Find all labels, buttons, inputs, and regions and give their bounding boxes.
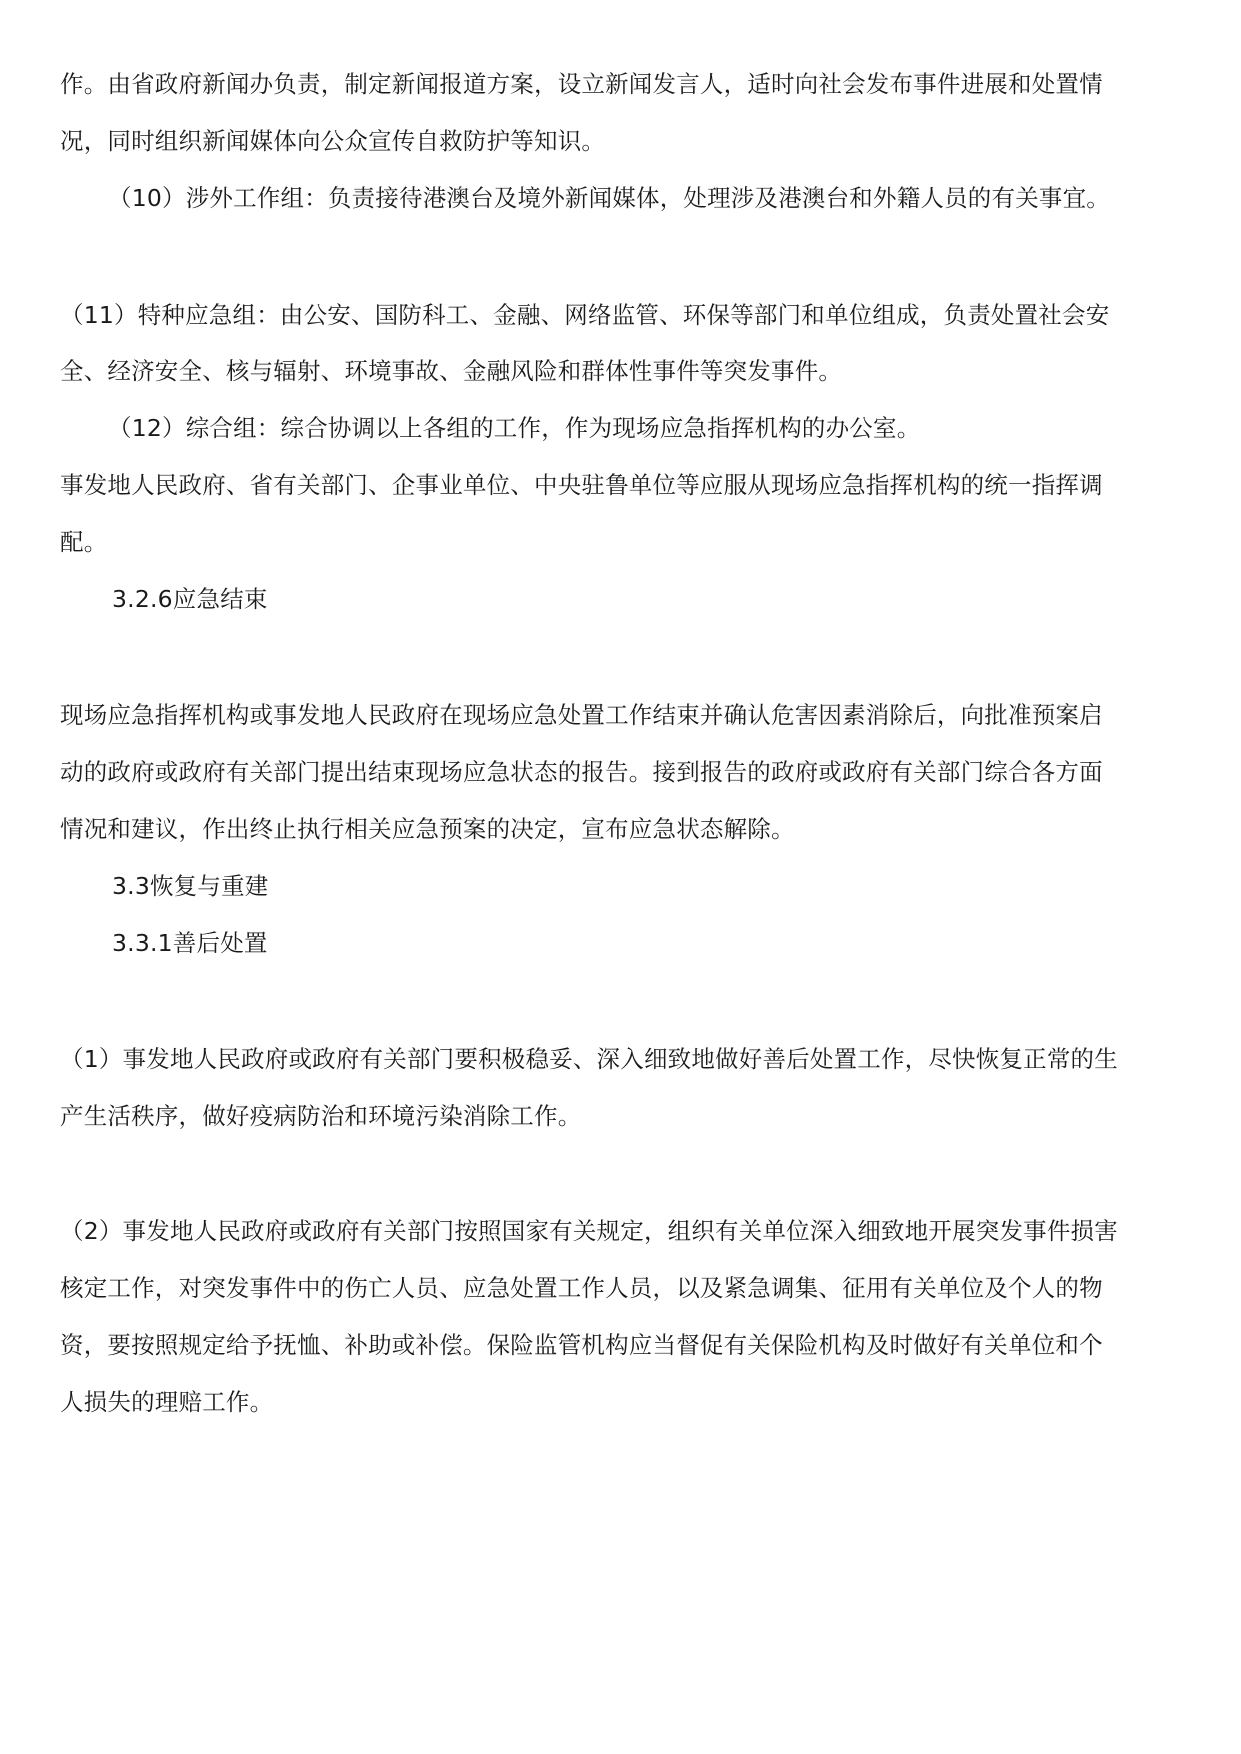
text-line: 事发地人民政府、省有关部门、企事业单位、中央驻鲁单位等应服从现场应急指挥机构的统一指挥调 xyxy=(60,471,1103,499)
text-line: 现场应急指挥机构或事发地人民政府在现场应急处置工作结束并确认危害因素消除后，向批准预案启 xyxy=(60,701,1103,729)
text-line: 情况和建议，作出终止执行相关应急预案的决定，宣布应急状态解除。 xyxy=(60,815,795,843)
text-line: 人损失的理赔工作。 xyxy=(60,1388,274,1416)
text-line: 作。由省政府新闻办负责，制定新闻报道方案，设立新闻发言人，适时向社会发布事件进展和处置情 xyxy=(60,70,1103,98)
text-line: 产生活秩序，做好疫病防治和环境污染消除工作。 xyxy=(60,1102,582,1130)
section-heading: 3.2.6应急结束 xyxy=(112,585,268,613)
text-line: （2）事发地人民政府或政府有关部门按照国家有关规定，组织有关单位深入细致地开展突发事件损害 xyxy=(60,1217,1118,1245)
text-line: （12）综合组：综合协调以上各组的工作，作为现场应急指挥机构的办公室。 xyxy=(108,414,921,442)
text-line: 全、经济安全、核与辐射、环境事故、金融风险和群体性事件等突发事件。 xyxy=(60,357,843,385)
text-line: （11）特种应急组：由公安、国防科工、金融、网络监管、环保等部门和单位组成，负责处置社会安 xyxy=(60,301,1110,329)
text-line: 动的政府或政府有关部门提出结束现场应急状态的报告。接到报告的政府或政府有关部门综合各方面 xyxy=(60,758,1103,786)
text-line: （10）涉外工作组：负责接待港澳台及境外新闻媒体，处理涉及港澳台和外籍人员的有关事宜。 xyxy=(108,184,1111,212)
text-line: 核定工作，对突发事件中的伤亡人员、应急处置工作人员，以及紧急调集、征用有关单位及个人的物 xyxy=(60,1274,1103,1302)
text-line: 资，要按照规定给予抚恤、补助或补偿。保险监管机构应当督促有关保险机构及时做好有关单位和个 xyxy=(60,1331,1103,1359)
section-heading: 3.3.1善后处置 xyxy=(112,929,268,957)
section-heading: 3.3恢复与重建 xyxy=(112,872,269,900)
text-line: （1）事发地人民政府或政府有关部门要积极稳妥、深入细致地做好善后处置工作，尽快恢复正常的生 xyxy=(60,1045,1118,1073)
text-line: 配。 xyxy=(60,528,108,556)
text-line: 况，同时组织新闻媒体向公众宣传自救防护等知识。 xyxy=(60,127,606,155)
